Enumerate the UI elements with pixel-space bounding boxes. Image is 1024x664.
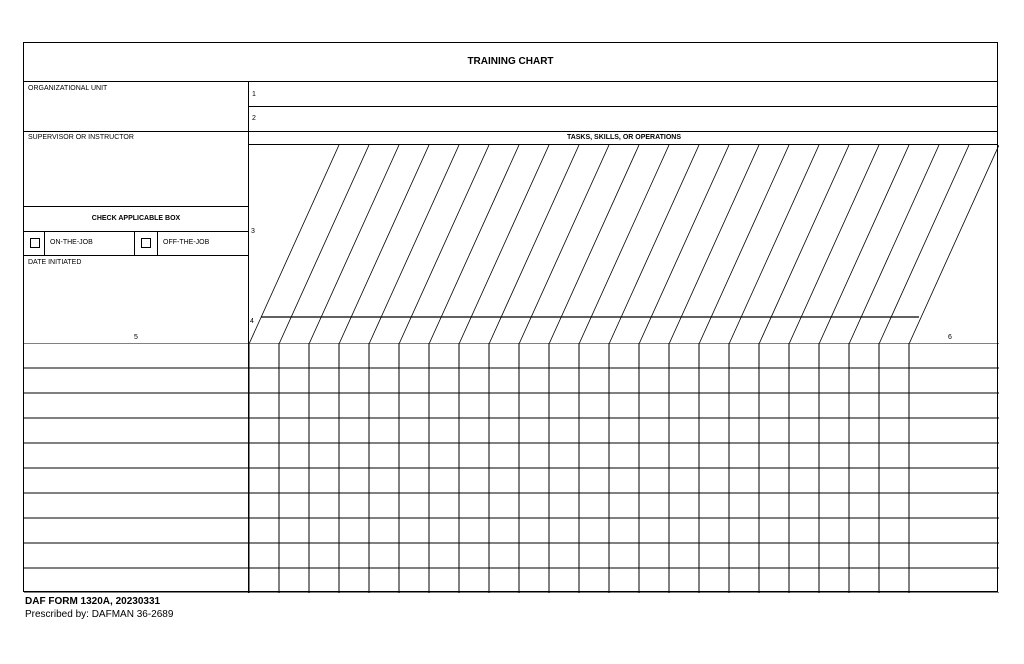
task-cell[interactable] — [520, 369, 548, 392]
task-cell[interactable] — [490, 494, 518, 517]
date-initiated-label: DATE INITIATED — [28, 259, 82, 266]
task-cell[interactable] — [460, 544, 488, 567]
task-cell[interactable] — [880, 369, 908, 392]
task-cell[interactable] — [730, 444, 758, 467]
task-heading-diagonal — [879, 145, 969, 344]
task-cell[interactable] — [730, 494, 758, 517]
task-heading-diagonal — [489, 145, 579, 344]
off-the-job-label: OFF-THE-JOB — [163, 239, 210, 246]
task-cell[interactable] — [430, 419, 458, 442]
task-cell[interactable] — [700, 394, 728, 417]
trainee-name-cell[interactable] — [25, 494, 248, 517]
task-cell[interactable] — [310, 444, 338, 467]
task-cell[interactable] — [340, 469, 368, 492]
task-cell[interactable] — [250, 469, 278, 492]
task-cell[interactable] — [400, 544, 428, 567]
task-cell[interactable] — [280, 569, 308, 592]
task-cell[interactable] — [490, 419, 518, 442]
task-cell[interactable] — [640, 494, 668, 517]
task-cell[interactable] — [490, 444, 518, 467]
form-id: DAF FORM 1320A, 20230331 — [25, 596, 161, 607]
task-cell[interactable] — [550, 569, 578, 592]
task-cell[interactable] — [820, 519, 848, 542]
task-cell[interactable] — [370, 569, 398, 592]
task-cell[interactable] — [880, 494, 908, 517]
task-cell[interactable] — [520, 344, 548, 367]
trainee-name-cell[interactable] — [25, 569, 248, 592]
task-cell[interactable] — [580, 444, 608, 467]
task-cell[interactable] — [490, 519, 518, 542]
task-cell[interactable] — [640, 394, 668, 417]
task-cell[interactable] — [790, 544, 818, 567]
task-cell[interactable] — [820, 419, 848, 442]
task-heading-diagonal — [579, 145, 669, 344]
task-cell[interactable] — [670, 344, 698, 367]
remarks-cell[interactable] — [910, 569, 998, 592]
task-cell[interactable] — [250, 569, 278, 592]
task-heading-diagonal — [759, 145, 849, 344]
task-cell[interactable] — [460, 469, 488, 492]
task-cell[interactable] — [400, 369, 428, 392]
task-cell[interactable] — [250, 419, 278, 442]
task-cell[interactable] — [850, 444, 878, 467]
task-heading-diagonal — [519, 145, 609, 344]
task-cell[interactable] — [370, 394, 398, 417]
task-cell[interactable] — [640, 519, 668, 542]
task-cell[interactable] — [370, 444, 398, 467]
task-cell[interactable] — [610, 394, 638, 417]
task-heading-diagonal — [339, 145, 429, 344]
task-heading-diagonal — [909, 145, 999, 344]
training-grid — [24, 343, 999, 593]
task-cell[interactable] — [250, 444, 278, 467]
task-cell[interactable] — [370, 469, 398, 492]
task-cell[interactable] — [820, 344, 848, 367]
off-the-job-checkbox[interactable] — [141, 238, 151, 248]
remarks-cell[interactable] — [910, 469, 998, 492]
task-cell[interactable] — [490, 469, 518, 492]
task-cell[interactable] — [490, 344, 518, 367]
task-cell[interactable] — [520, 419, 548, 442]
task-cell[interactable] — [460, 344, 488, 367]
remarks-cell[interactable] — [910, 494, 998, 517]
task-heading-diagonal — [459, 145, 549, 344]
task-cell[interactable] — [490, 369, 518, 392]
task-cell[interactable] — [880, 519, 908, 542]
task-cell[interactable] — [340, 369, 368, 392]
supervisor-label: SUPERVISOR OR INSTRUCTOR — [28, 134, 134, 141]
task-cell[interactable] — [820, 444, 848, 467]
task-cell[interactable] — [400, 394, 428, 417]
task-cell[interactable] — [280, 494, 308, 517]
task-cell[interactable] — [730, 369, 758, 392]
task-cell[interactable] — [520, 519, 548, 542]
task-cell[interactable] — [400, 494, 428, 517]
task-cell[interactable] — [340, 494, 368, 517]
task-cell[interactable] — [850, 519, 878, 542]
task-cell[interactable] — [430, 369, 458, 392]
task-cell[interactable] — [580, 344, 608, 367]
task-cell[interactable] — [850, 419, 878, 442]
trainee-name-cell[interactable] — [25, 344, 248, 367]
task-cell[interactable] — [580, 394, 608, 417]
task-cell[interactable] — [520, 469, 548, 492]
task-heading-diagonal — [699, 145, 789, 344]
task-cell[interactable] — [250, 369, 278, 392]
task-cell[interactable] — [640, 369, 668, 392]
task-cell[interactable] — [250, 519, 278, 542]
task-cell[interactable] — [250, 394, 278, 417]
task-cell[interactable] — [430, 394, 458, 417]
task-cell[interactable] — [880, 469, 908, 492]
task-cell[interactable] — [430, 469, 458, 492]
task-cell[interactable] — [880, 544, 908, 567]
task-cell[interactable] — [340, 419, 368, 442]
task-cell[interactable] — [310, 469, 338, 492]
training-chart-form — [23, 42, 998, 592]
task-cell[interactable] — [670, 519, 698, 542]
task-cell[interactable] — [700, 369, 728, 392]
task-cell[interactable] — [280, 469, 308, 492]
task-cell[interactable] — [310, 344, 338, 367]
task-heading-diagonal — [549, 145, 639, 344]
task-cell[interactable] — [370, 519, 398, 542]
trainee-name-cell[interactable] — [25, 394, 248, 417]
task-cell[interactable] — [880, 569, 908, 592]
task-heading-diagonal — [279, 145, 369, 344]
task-cell[interactable] — [790, 519, 818, 542]
task-cell[interactable] — [400, 469, 428, 492]
task-cell[interactable] — [730, 344, 758, 367]
task-cell[interactable] — [610, 494, 638, 517]
task-cell[interactable] — [790, 469, 818, 492]
task-cell[interactable] — [550, 519, 578, 542]
line-1-number: 1 — [252, 91, 256, 98]
task-cell[interactable] — [850, 569, 878, 592]
task-cell[interactable] — [700, 494, 728, 517]
trainee-name-cell[interactable] — [25, 544, 248, 567]
task-cell[interactable] — [640, 469, 668, 492]
task-cell[interactable] — [520, 569, 548, 592]
task-cell[interactable] — [760, 544, 788, 567]
task-cell[interactable] — [850, 469, 878, 492]
task-cell[interactable] — [640, 544, 668, 567]
divider — [44, 231, 45, 255]
task-cell[interactable] — [280, 444, 308, 467]
task-heading-diagonal — [819, 145, 909, 344]
tasks-header: TASKS, SKILLS, OR OPERATIONS — [566, 134, 682, 141]
task-cell[interactable] — [430, 544, 458, 567]
task-cell[interactable] — [580, 519, 608, 542]
task-cell[interactable] — [820, 369, 848, 392]
task-cell[interactable] — [280, 544, 308, 567]
task-cell[interactable] — [580, 369, 608, 392]
task-cell[interactable] — [850, 494, 878, 517]
task-cell[interactable] — [670, 494, 698, 517]
trainee-name-cell[interactable] — [25, 519, 248, 542]
task-cell[interactable] — [400, 419, 428, 442]
field-number-4: 4 — [250, 318, 254, 325]
task-cell[interactable] — [640, 344, 668, 367]
task-cell[interactable] — [610, 344, 638, 367]
prescribed-by: Prescribed by: DAFMAN 36-2689 — [25, 609, 174, 620]
check-box-header: CHECK APPLICABLE BOX — [91, 215, 181, 222]
task-cell[interactable] — [760, 494, 788, 517]
task-cell[interactable] — [310, 419, 338, 442]
divider — [157, 231, 158, 255]
remarks-cell[interactable] — [910, 519, 998, 542]
task-cell[interactable] — [340, 519, 368, 542]
task-cell[interactable] — [700, 444, 728, 467]
task-cell[interactable] — [550, 369, 578, 392]
task-cell[interactable] — [400, 344, 428, 367]
task-cell[interactable] — [580, 544, 608, 567]
task-cell[interactable] — [640, 419, 668, 442]
task-heading-diagonal — [399, 145, 489, 344]
task-cell[interactable] — [310, 394, 338, 417]
task-cell[interactable] — [880, 444, 908, 467]
task-cell[interactable] — [370, 419, 398, 442]
task-cell[interactable] — [340, 544, 368, 567]
task-cell[interactable] — [520, 544, 548, 567]
task-cell[interactable] — [340, 569, 368, 592]
remarks-cell[interactable] — [910, 344, 998, 367]
task-cell[interactable] — [700, 519, 728, 542]
task-cell[interactable] — [370, 369, 398, 392]
task-cell[interactable] — [280, 344, 308, 367]
task-cell[interactable] — [670, 419, 698, 442]
trainee-name-cell[interactable] — [25, 369, 248, 392]
task-cell[interactable] — [730, 519, 758, 542]
remarks-cell[interactable] — [910, 544, 998, 567]
task-cell[interactable] — [670, 469, 698, 492]
org-unit-label: ORGANIZATIONAL UNIT — [28, 85, 108, 92]
task-cell[interactable] — [610, 469, 638, 492]
trainee-name-cell[interactable] — [25, 444, 248, 467]
task-cell[interactable] — [820, 394, 848, 417]
task-cell[interactable] — [760, 444, 788, 467]
remarks-cell[interactable] — [910, 369, 998, 392]
task-cell[interactable] — [820, 569, 848, 592]
divider — [24, 131, 997, 132]
task-cell[interactable] — [460, 369, 488, 392]
task-cell[interactable] — [670, 394, 698, 417]
task-cell[interactable] — [370, 544, 398, 567]
remarks-cell[interactable] — [910, 394, 998, 417]
task-cell[interactable] — [640, 569, 668, 592]
task-cell[interactable] — [280, 419, 308, 442]
task-cell[interactable] — [730, 469, 758, 492]
task-cell[interactable] — [400, 519, 428, 542]
task-cell[interactable] — [520, 394, 548, 417]
task-cell[interactable] — [610, 444, 638, 467]
task-cell[interactable] — [850, 344, 878, 367]
task-cell[interactable] — [730, 419, 758, 442]
task-cell[interactable] — [880, 394, 908, 417]
task-cell[interactable] — [880, 419, 908, 442]
on-the-job-label: ON-THE-JOB — [50, 239, 93, 246]
task-heading-diagonal — [609, 145, 699, 344]
task-cell[interactable] — [790, 444, 818, 467]
task-cell[interactable] — [550, 419, 578, 442]
supervisor-field[interactable] — [25, 143, 247, 205]
task-cell[interactable] — [700, 344, 728, 367]
task-cell[interactable] — [280, 394, 308, 417]
on-the-job-checkbox[interactable] — [30, 238, 40, 248]
task-cell[interactable] — [520, 444, 548, 467]
task-cell[interactable] — [670, 444, 698, 467]
task-cell[interactable] — [730, 394, 758, 417]
task-cell[interactable] — [370, 344, 398, 367]
task-cell[interactable] — [460, 494, 488, 517]
remarks-cell[interactable] — [910, 444, 998, 467]
task-cell[interactable] — [460, 394, 488, 417]
task-cell[interactable] — [790, 369, 818, 392]
divider — [134, 231, 135, 255]
task-cell[interactable] — [490, 569, 518, 592]
task-heading-diagonal — [669, 145, 759, 344]
task-heading-diagonal — [309, 145, 399, 344]
task-cell[interactable] — [310, 569, 338, 592]
task-cell[interactable] — [610, 519, 638, 542]
trainee-name-cell[interactable] — [25, 419, 248, 442]
task-cell[interactable] — [250, 544, 278, 567]
task-cell[interactable] — [460, 519, 488, 542]
task-cell[interactable] — [340, 344, 368, 367]
task-heading-diagonals — [249, 145, 999, 344]
task-cell[interactable] — [790, 569, 818, 592]
task-cell[interactable] — [310, 494, 338, 517]
task-heading-diagonal — [249, 145, 339, 344]
task-cell[interactable] — [640, 444, 668, 467]
task-cell[interactable] — [550, 394, 578, 417]
divider — [24, 255, 248, 256]
task-cell[interactable] — [760, 394, 788, 417]
task-cell[interactable] — [460, 569, 488, 592]
task-cell[interactable] — [760, 519, 788, 542]
task-cell[interactable] — [760, 419, 788, 442]
task-cell[interactable] — [730, 569, 758, 592]
task-cell[interactable] — [580, 569, 608, 592]
task-cell[interactable] — [460, 419, 488, 442]
trainee-name-cell[interactable] — [25, 469, 248, 492]
task-cell[interactable] — [700, 569, 728, 592]
task-cell[interactable] — [430, 344, 458, 367]
task-cell[interactable] — [550, 444, 578, 467]
task-heading-diagonal — [729, 145, 819, 344]
task-cell[interactable] — [700, 469, 728, 492]
task-cell[interactable] — [760, 344, 788, 367]
task-cell[interactable] — [610, 419, 638, 442]
line-2-number: 2 — [252, 115, 256, 122]
task-cell[interactable] — [400, 444, 428, 467]
task-heading-diagonal — [429, 145, 519, 344]
task-cell[interactable] — [550, 469, 578, 492]
task-cell[interactable] — [670, 544, 698, 567]
task-cell[interactable] — [610, 569, 638, 592]
task-heading-diagonal — [639, 145, 729, 344]
task-cell[interactable] — [550, 344, 578, 367]
task-cell[interactable] — [400, 569, 428, 592]
task-heading-diagonal — [789, 145, 879, 344]
task-cell[interactable] — [460, 444, 488, 467]
task-cell[interactable] — [670, 569, 698, 592]
task-cell[interactable] — [700, 419, 728, 442]
task-cell[interactable] — [340, 394, 368, 417]
remarks-cell[interactable] — [910, 419, 998, 442]
task-cell[interactable] — [430, 494, 458, 517]
task-cell[interactable] — [520, 494, 548, 517]
task-cell[interactable] — [610, 369, 638, 392]
divider — [248, 106, 997, 107]
task-cell[interactable] — [820, 494, 848, 517]
divider — [24, 81, 997, 82]
task-cell[interactable] — [370, 494, 398, 517]
task-cell[interactable] — [820, 469, 848, 492]
task-cell[interactable] — [760, 469, 788, 492]
task-cell[interactable] — [580, 494, 608, 517]
task-cell[interactable] — [850, 544, 878, 567]
task-cell[interactable] — [310, 519, 338, 542]
task-cell[interactable] — [490, 544, 518, 567]
task-cell[interactable] — [790, 494, 818, 517]
task-cell[interactable] — [430, 444, 458, 467]
task-cell[interactable] — [580, 469, 608, 492]
line-2-field[interactable] — [262, 108, 997, 130]
task-cell[interactable] — [430, 569, 458, 592]
task-cell[interactable] — [820, 544, 848, 567]
divider — [24, 231, 248, 232]
field-number-5: 5 — [134, 334, 138, 341]
task-cell[interactable] — [340, 444, 368, 467]
task-cell[interactable] — [850, 369, 878, 392]
task-cell[interactable] — [760, 569, 788, 592]
task-cell[interactable] — [760, 369, 788, 392]
task-cell[interactable] — [550, 494, 578, 517]
task-cell[interactable] — [580, 419, 608, 442]
task-cell[interactable] — [790, 344, 818, 367]
date-initiated-field[interactable] — [25, 268, 247, 330]
task-cell[interactable] — [790, 419, 818, 442]
task-cell[interactable] — [430, 519, 458, 542]
task-cell[interactable] — [310, 544, 338, 567]
task-cell[interactable] — [280, 519, 308, 542]
task-cell[interactable] — [250, 344, 278, 367]
task-cell[interactable] — [280, 369, 308, 392]
field-number-6: 6 — [948, 334, 952, 341]
org-unit-field[interactable] — [25, 93, 247, 130]
task-heading-diagonal — [849, 145, 939, 344]
task-cell[interactable] — [490, 394, 518, 417]
task-cell[interactable] — [850, 394, 878, 417]
task-cell[interactable] — [550, 544, 578, 567]
task-heading-diagonal — [369, 145, 459, 344]
task-cell[interactable] — [310, 369, 338, 392]
task-cell[interactable] — [700, 544, 728, 567]
divider — [24, 206, 248, 207]
task-cell[interactable] — [880, 344, 908, 367]
task-cell[interactable] — [250, 494, 278, 517]
task-cell[interactable] — [670, 369, 698, 392]
form-title: TRAINING CHART — [467, 56, 554, 67]
task-cell[interactable] — [610, 544, 638, 567]
line-1-field[interactable] — [262, 83, 997, 105]
task-cell[interactable] — [790, 394, 818, 417]
field-number-3: 3 — [251, 228, 255, 235]
task-cell[interactable] — [730, 544, 758, 567]
